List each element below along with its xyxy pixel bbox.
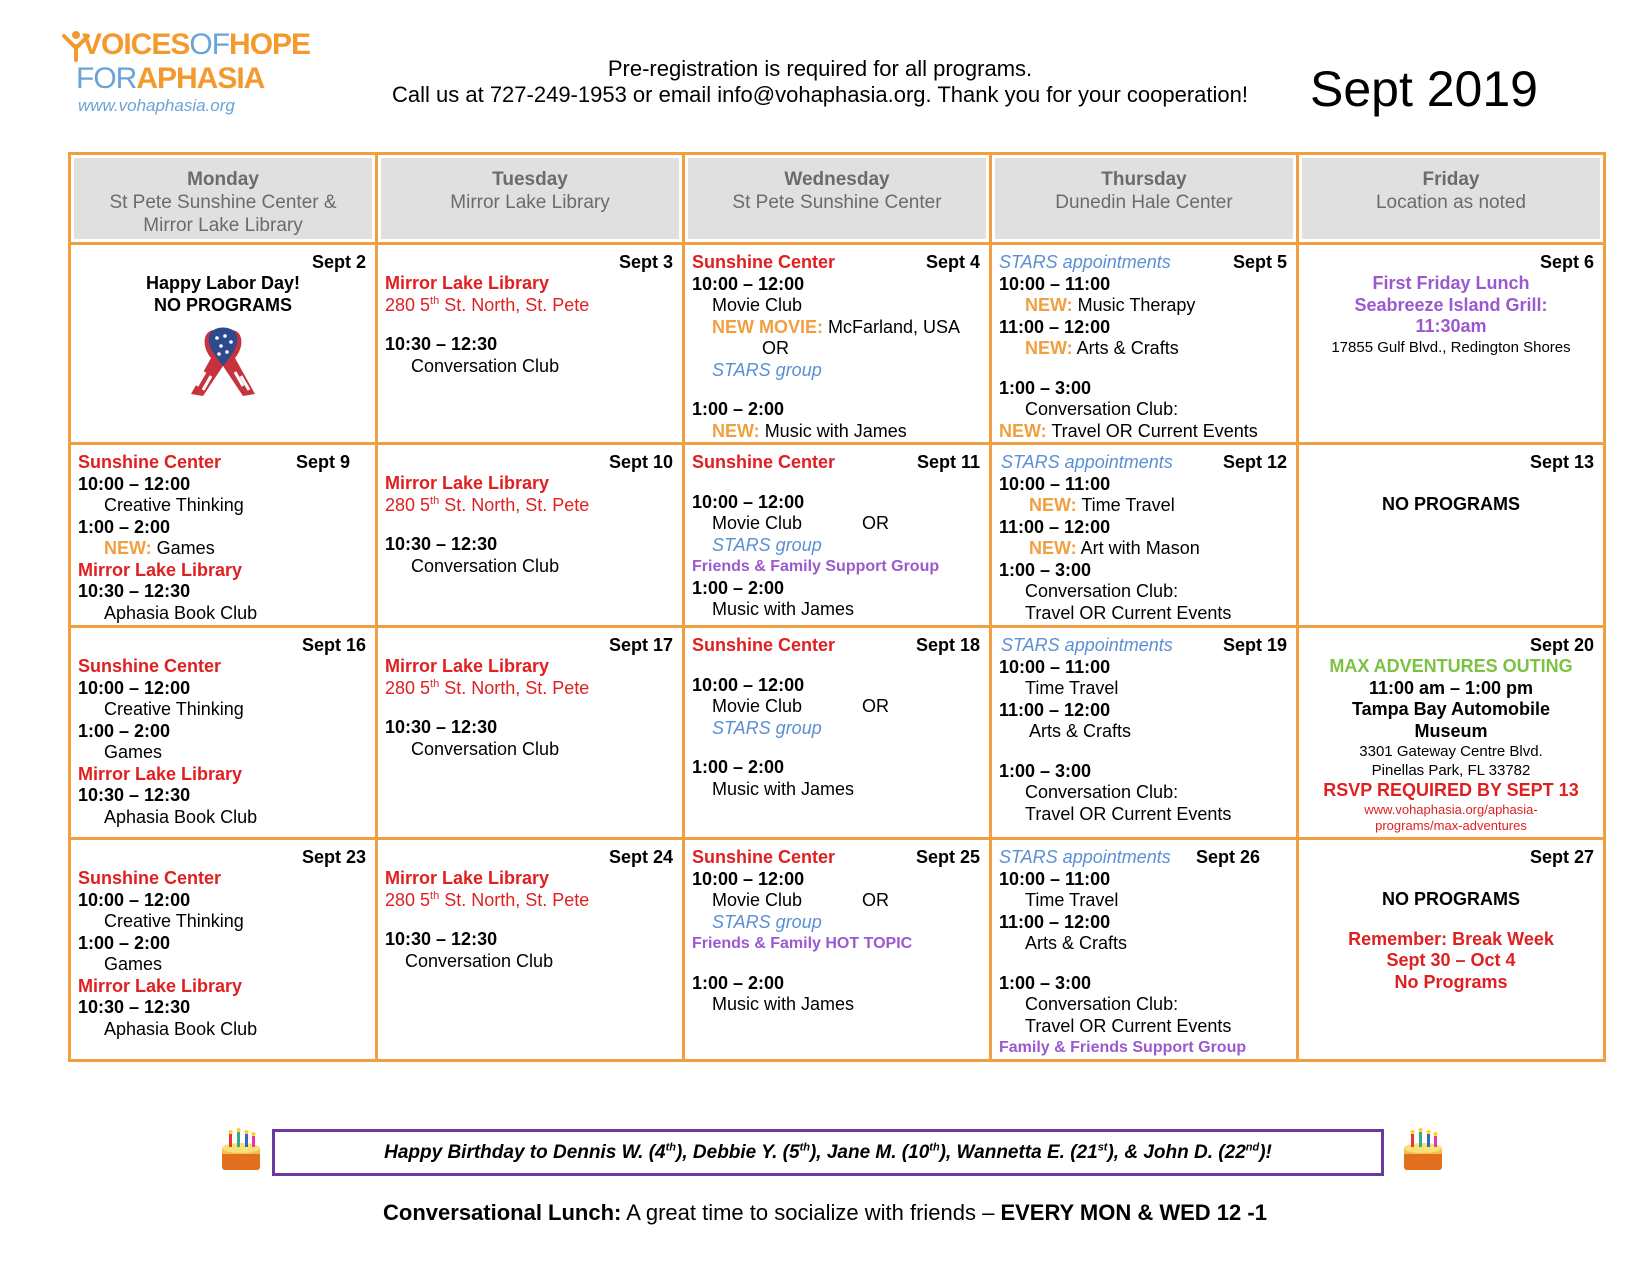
time-slot: 1:00 – 3:00 [999, 559, 1092, 580]
logo-for: FOR [76, 62, 137, 95]
or-text: OR [862, 696, 890, 716]
time-slot: 1:00 – 2:00 [692, 757, 785, 777]
program-name: Aphasia Book Club [104, 806, 258, 827]
date-label: Sept 4 [925, 252, 980, 272]
time-slot: 1:00 – 2:00 [78, 932, 171, 953]
day-cell-sept-4 [684, 244, 991, 444]
logo-of: OF [189, 28, 230, 61]
day-cell-sept-20 [1298, 627, 1605, 839]
new-program-line [999, 295, 1289, 317]
day-cell-sept-26 [991, 839, 1298, 1061]
day-cell-sept-16 [70, 627, 377, 839]
address-part: 280 5 [385, 677, 431, 698]
time-slot: 10:30 – 12:30 [78, 997, 191, 1017]
date-label: Sept 16 [301, 635, 366, 655]
address-part: 280 5 [385, 494, 431, 515]
time-slot: 10:00 – 11:00 [999, 473, 1111, 494]
footer-label: Conversational Lunch: [383, 1200, 622, 1225]
new-program-line [692, 421, 982, 443]
day-name: Friday [1422, 169, 1480, 190]
day-cell-sept-18 [684, 627, 991, 839]
time-slot: 11:00 – 12:00 [999, 911, 1111, 932]
program-name: Conversation Club: [1025, 399, 1179, 419]
event-title: First Friday Lunch [1372, 273, 1530, 293]
day-header-thursday [991, 154, 1298, 244]
date-label: Sept 10 [608, 452, 673, 472]
birthday-banner [272, 1129, 1384, 1176]
support-group: Family & Friends Support Group [999, 1039, 1247, 1056]
program-name: Travel OR Current Events [1025, 803, 1232, 824]
time-slot: 10:00 – 12:00 [692, 674, 805, 695]
new-program-line [999, 421, 1289, 443]
new-program-line [999, 538, 1289, 560]
bday-text: ), Wannetta E. (21 [939, 1142, 1098, 1163]
hot-topic: Friends & Family HOT TOPIC [692, 935, 913, 952]
break-week-dates: Sept 30 – Oct 4 [1386, 950, 1516, 970]
program-name: Conversation Club [411, 355, 560, 376]
new-badge: NEW: [1025, 295, 1073, 315]
location-mirror-lake: Mirror Lake Library [385, 273, 550, 293]
new-badge: NEW MOVIE: [712, 316, 823, 337]
day-header-friday [1298, 154, 1605, 244]
no-programs-text: NO PROGRAMS [1381, 494, 1520, 514]
bday-sup: th [929, 1141, 940, 1154]
date-label: Sept 20 [1529, 635, 1594, 655]
program-name: Aphasia Book Club [104, 602, 258, 623]
footer-schedule: EVERY MON & WED 12 -1 [1000, 1200, 1267, 1225]
movie-club-line [692, 696, 982, 718]
time-slot: 10:00 – 12:00 [78, 473, 191, 494]
new-badge: NEW: [104, 538, 152, 558]
program-name: Creative Thinking [104, 911, 244, 931]
stars-appointments: STARS appointments [1001, 452, 1173, 472]
conversational-lunch-note [0, 1200, 1650, 1226]
break-week-no-programs: No Programs [1394, 971, 1508, 992]
bday-text: Happy Birthday to Dennis W. (4 [384, 1142, 666, 1163]
time-slot: 10:30 – 12:30 [385, 534, 498, 554]
program-name: Conversation Club [411, 738, 560, 759]
break-week-notice: Remember: Break Week [1348, 928, 1554, 949]
time-slot: 1:00 – 2:00 [692, 577, 785, 598]
program-name: Movie Club [712, 890, 803, 910]
calendar-grid [68, 152, 1606, 1062]
stars-appointments: STARS appointments [999, 252, 1171, 272]
program-name: Creative Thinking [104, 699, 244, 719]
program-name: Travel OR Current Events [1025, 602, 1232, 623]
event-url[interactable]: programs/max-adventures [1375, 817, 1527, 833]
event-address: 17855 Gulf Blvd., Redington Shores [1331, 338, 1571, 356]
time-slot: 10:30 – 12:30 [78, 581, 191, 601]
day-cell-sept-13 [1298, 444, 1605, 627]
date-label: Sept 11 [916, 452, 980, 472]
stars-group: STARS group [712, 534, 822, 555]
program-name: Music Therapy [1072, 295, 1196, 315]
date-label: Sept 25 [915, 847, 980, 867]
program-name: Music with James [764, 420, 907, 441]
program-name: Time Travel [1025, 678, 1119, 698]
stars-group: STARS group [712, 359, 822, 380]
or-text: OR [862, 513, 890, 533]
event-venue: Museum [1414, 720, 1488, 741]
location-sunshine-center: Sunshine Center [78, 868, 222, 888]
program-name: Arts & Crafts [1072, 338, 1179, 358]
address-line [385, 678, 675, 700]
program-name: Conversation Club: [1025, 581, 1179, 601]
date-label: Sept 24 [608, 847, 673, 867]
time-slot: 1:00 – 2:00 [692, 399, 785, 419]
logo-hope: HOPE [229, 28, 311, 61]
date-label: Sept 18 [915, 635, 980, 655]
location-mirror-lake: Mirror Lake Library [385, 656, 550, 676]
date-label: Sept 3 [618, 252, 673, 272]
new-badge: NEW: [1025, 338, 1073, 358]
day-cell-sept-17 [377, 627, 684, 839]
event-time: 11:30am [1415, 316, 1487, 336]
time-slot: 11:00 – 12:00 [999, 516, 1111, 537]
address-sup: th [430, 889, 440, 902]
day-header-monday [70, 154, 377, 244]
new-movie-line [692, 317, 982, 339]
time-slot: 10:00 – 12:00 [78, 677, 191, 698]
address-sup: th [430, 494, 440, 507]
address-sup: th [430, 677, 440, 690]
day-location: Dunedin Hale Center [1055, 192, 1233, 213]
rsvp-notice: RSVP REQUIRED BY SEPT 13 [1323, 780, 1579, 800]
week-row-2 [70, 444, 1605, 627]
program-name: Games [151, 538, 215, 558]
day-location: St Pete Sunshine Center & [109, 192, 337, 213]
day-name: Thursday [1101, 169, 1187, 190]
new-program-line [999, 495, 1289, 517]
event-time: 11:00 am – 1:00 pm [1368, 677, 1534, 698]
address-line [385, 890, 675, 912]
footer-text: A great time to socialize with friends – [621, 1200, 1001, 1225]
event-url[interactable]: www.vohaphasia.org/aphasia- [1364, 801, 1538, 817]
program-name: Games [104, 954, 163, 974]
day-location: St Pete Sunshine Center [732, 192, 942, 213]
date-label: Sept 19 [1222, 635, 1287, 655]
notice-line2: Call us at 727-249-1953 or email info@vohaphasia.org. Thank you for your cooperation! [392, 82, 1248, 107]
bday-sup: st [1097, 1141, 1108, 1154]
movie-club-line [692, 513, 982, 535]
week-row-4 [70, 839, 1605, 1061]
new-program-line [78, 538, 368, 560]
movie-club-line [692, 890, 982, 912]
new-badge: NEW: [999, 420, 1047, 441]
bday-sup: th [799, 1141, 810, 1154]
program-name: Arts & Crafts [1029, 721, 1132, 741]
time-slot: 10:00 – 12:00 [78, 889, 191, 910]
new-badge: NEW: [712, 420, 760, 441]
new-badge: NEW: [1029, 538, 1077, 558]
day-header-tuesday [377, 154, 684, 244]
time-slot: 10:00 – 11:00 [999, 656, 1111, 677]
program-name: Movie Club [712, 513, 803, 533]
time-slot: 10:00 – 12:00 [692, 868, 805, 889]
logo-aphasia: APHASIA [136, 62, 265, 95]
program-name: McFarland, USA [823, 316, 961, 337]
program-name: Music with James [712, 994, 855, 1014]
day-cell-sept-2 [70, 244, 377, 444]
patriotic-ribbon-icon [185, 324, 261, 404]
time-slot: 1:00 – 2:00 [78, 720, 171, 741]
no-programs-text: NO PROGRAMS [153, 294, 292, 315]
day-cell-sept-19 [991, 627, 1298, 839]
day-cell-sept-27 [1298, 839, 1605, 1061]
address-part: 280 5 [385, 294, 431, 315]
location-sunshine-center: Sunshine Center [692, 252, 836, 272]
bday-text: ), Debbie Y. (5 [676, 1142, 800, 1163]
event-venue: Seabreeze Island Grill: [1354, 294, 1548, 315]
support-group: Friends & Family Support Group [692, 558, 940, 575]
program-name: Conversation Club [411, 555, 560, 576]
time-slot: 1:00 – 2:00 [78, 516, 171, 537]
location-mirror-lake: Mirror Lake Library [385, 473, 550, 493]
date-label: Sept 9 [295, 452, 350, 472]
location-mirror-lake: Mirror Lake Library [78, 975, 243, 996]
registration-notice [360, 56, 1280, 108]
day-cell-sept-11 [684, 444, 991, 627]
program-name: Music with James [712, 778, 855, 799]
time-slot: 10:30 – 12:30 [78, 785, 191, 805]
date-label: Sept 2 [311, 252, 366, 272]
program-name: Aphasia Book Club [104, 1018, 258, 1039]
date-label: Sept 13 [1529, 452, 1594, 472]
program-name: Art with Mason [1076, 538, 1200, 558]
program-name: Movie Club [712, 696, 803, 716]
time-slot: 10:30 – 12:30 [385, 334, 498, 354]
logo-voices: VOICES [82, 28, 190, 61]
bday-text: )! [1259, 1142, 1272, 1163]
location-mirror-lake: Mirror Lake Library [78, 763, 243, 784]
bday-text: ), & John D. (22 [1107, 1142, 1246, 1163]
new-badge: NEW: [1029, 495, 1077, 515]
time-slot: 10:00 – 11:00 [999, 273, 1111, 294]
stars-appointments: STARS appointments [999, 847, 1171, 867]
location-sunshine-center: Sunshine Center [692, 847, 836, 867]
day-header-wednesday [684, 154, 991, 244]
time-slot: 10:00 – 12:00 [692, 273, 805, 294]
week-row-3 [70, 627, 1605, 839]
program-name: Travel OR Current Events [1025, 1015, 1232, 1036]
address-sup: th [430, 294, 440, 307]
date-label: Sept 5 [1232, 252, 1287, 272]
bday-text: ), Jane M. (10 [809, 1142, 930, 1163]
day-cell-sept-12 [991, 444, 1298, 627]
notice-line1: Pre-registration is required for all programs. [607, 56, 1033, 81]
program-name: Travel OR Current Events [1046, 420, 1258, 441]
event-address: Pinellas Park, FL 33782 [1371, 762, 1531, 779]
event-address: 3301 Gateway Centre Blvd. [1359, 743, 1543, 760]
program-name: Time Travel [1025, 890, 1119, 910]
location-sunshine-center: Sunshine Center [692, 452, 836, 472]
day-header-row [70, 154, 1605, 244]
birthday-cake-icon [1400, 1126, 1446, 1174]
program-name: Conversation Club: [1025, 994, 1179, 1014]
day-name: Monday [187, 169, 259, 190]
address-part: St. North, St. Pete [439, 889, 590, 910]
day-location: Mirror Lake Library [450, 192, 610, 213]
time-slot: 11:00 – 12:00 [999, 699, 1111, 720]
time-slot: 1:00 – 3:00 [999, 377, 1092, 398]
day-cell-sept-3 [377, 244, 684, 444]
date-label: Sept 26 [1195, 847, 1260, 867]
day-location: Location as noted [1375, 192, 1526, 213]
address-line [385, 495, 675, 517]
logo-line1 [60, 28, 310, 62]
time-slot: 10:30 – 12:30 [385, 717, 498, 737]
day-name: Wednesday [784, 169, 890, 190]
program-name: Games [104, 742, 163, 762]
address-part: St. North, St. Pete [439, 494, 590, 515]
address-part: 280 5 [385, 889, 431, 910]
day-cell-sept-10 [377, 444, 684, 627]
location-sunshine-center: Sunshine Center [78, 656, 222, 676]
date-label: Sept 17 [608, 635, 673, 655]
program-name: Conversation Club: [1025, 782, 1179, 802]
program-name: Creative Thinking [104, 495, 244, 515]
location-mirror-lake: Mirror Lake Library [78, 559, 243, 580]
date-label: Sept 27 [1529, 847, 1594, 867]
day-cell-sept-24 [377, 839, 684, 1061]
program-name: Conversation Club [405, 950, 554, 971]
event-venue: Tampa Bay Automobile [1351, 699, 1551, 719]
or-text: OR [762, 338, 789, 358]
or-text: OR [862, 890, 890, 910]
logo-line2 [76, 62, 264, 96]
day-name: Tuesday [492, 169, 568, 190]
time-slot: 1:00 – 3:00 [999, 760, 1092, 781]
date-label: Sept 23 [301, 847, 366, 867]
event-title: MAX ADVENTURES OUTING [1329, 656, 1573, 676]
time-slot: 1:00 – 3:00 [999, 972, 1092, 993]
no-programs-text: NO PROGRAMS [1381, 889, 1520, 909]
date-label: Sept 12 [1222, 452, 1287, 472]
week-row-1 [70, 244, 1605, 444]
address-part: St. North, St. Pete [439, 294, 590, 315]
date-label: Sept 6 [1539, 252, 1594, 272]
location-sunshine-center: Sunshine Center [692, 635, 836, 655]
stars-appointments: STARS appointments [1001, 635, 1173, 655]
bday-sup: th [665, 1141, 677, 1154]
program-name: Movie Club [712, 295, 803, 315]
holiday-text: Happy Labor Day! [145, 273, 301, 293]
stars-group: STARS group [712, 717, 822, 738]
time-slot: 10:30 – 12:30 [385, 929, 498, 949]
address-part: St. North, St. Pete [439, 677, 590, 698]
time-slot: 10:00 – 12:00 [692, 491, 805, 512]
address-line [385, 295, 675, 317]
time-slot: 1:00 – 2:00 [692, 972, 785, 993]
time-slot: 10:00 – 11:00 [999, 868, 1111, 889]
day-cell-sept-9 [70, 444, 377, 627]
program-name: Music with James [712, 599, 855, 619]
bday-sup: nd [1245, 1141, 1260, 1154]
month-title: Sept 2019 [1310, 61, 1538, 117]
day-cell-sept-5 [991, 244, 1298, 444]
stars-group: STARS group [712, 911, 822, 932]
new-program-line [999, 338, 1289, 360]
day-location: Mirror Lake Library [143, 215, 303, 236]
time-slot: 11:00 – 12:00 [999, 316, 1111, 337]
day-cell-sept-6 [1298, 244, 1605, 444]
vohaphasia-logo [60, 28, 311, 118]
day-cell-sept-25 [684, 839, 991, 1061]
birthday-cake-icon [218, 1126, 264, 1174]
program-name: Arts & Crafts [1025, 933, 1128, 953]
program-name: Time Travel [1076, 495, 1175, 515]
logo-url[interactable]: www.vohaphasia.org [78, 96, 235, 115]
location-sunshine-center: Sunshine Center [78, 452, 222, 472]
location-mirror-lake: Mirror Lake Library [385, 868, 550, 888]
day-cell-sept-23 [70, 839, 377, 1061]
